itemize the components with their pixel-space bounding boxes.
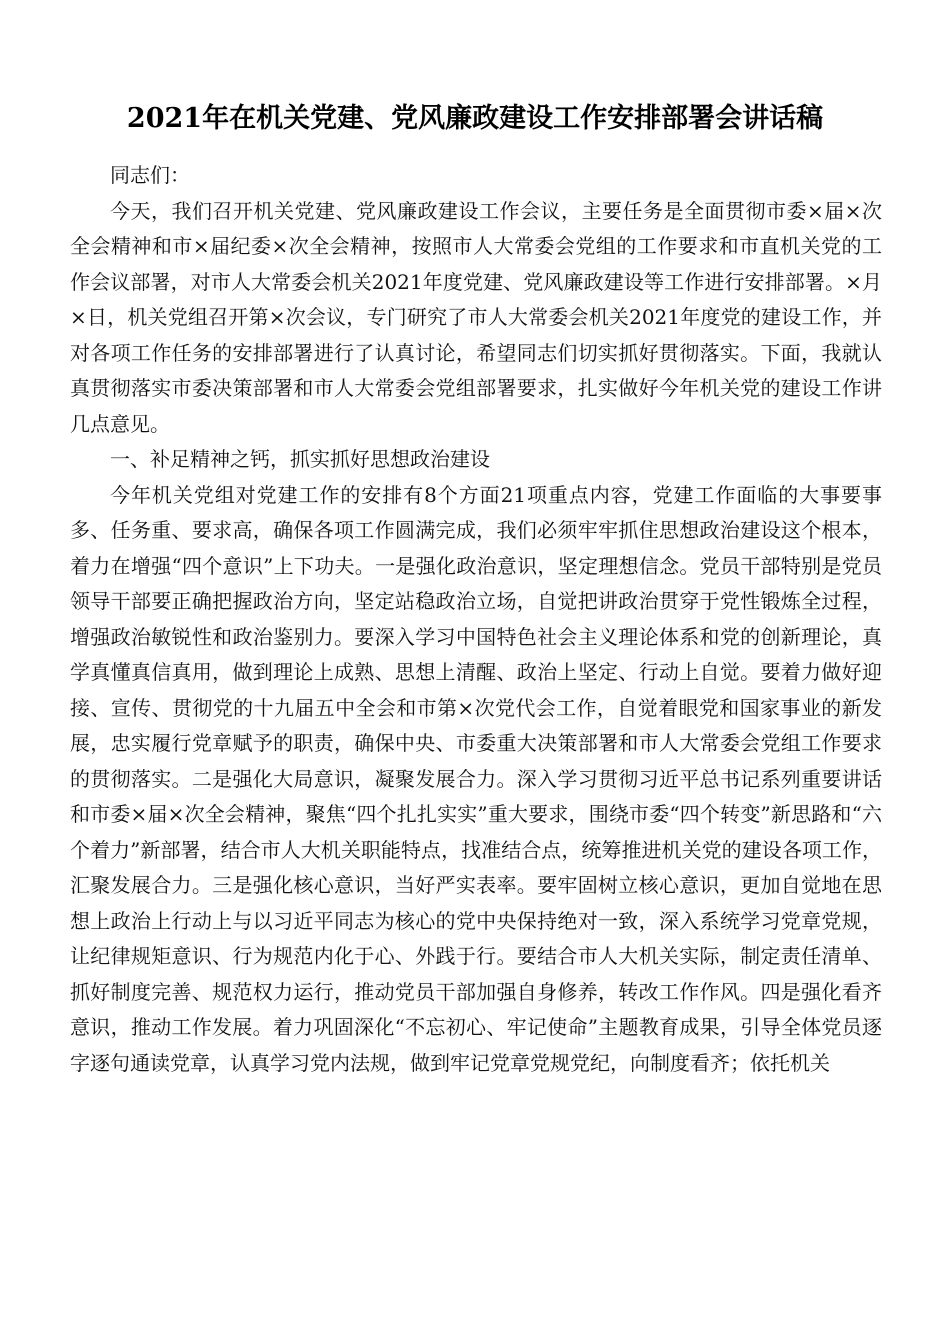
salutation: 同志们： xyxy=(110,163,190,187)
paragraph-intro: 今天，我们召开机关党建、党风廉政建设工作会议，主要任务是全面贯彻市委×届×次全会精神和市×届纪委×次全会精神，按照市人大常委会党组的工作要求和市直机关党的工作会议部署，对市人大常委会机关2021年度党建、党风廉政建设等工作进行安排部署。×月×日，机关党组召开第×次会议，专门研究了市人大常委会机关2021年度党的建设工作，并对各项工作任务的安排部署进行了认真讨论，希望同志们切实抓好贯彻落实。下面，我就认真贯彻落实市委决策部署和市人大常委会党组部署要求，扎实做好今年机关党的建设工作讲几点意见。 xyxy=(70,198,882,436)
paragraph-section-1: 今年机关党组对党建工作的安排有8个方面21项重点内容，党建工作面临的大事要事多、任务重、要求高，确保各项工作圆满完成，我们必须牢牢抓住思想政治建设这个根本，着力在增强“四个意识”上下功夫。一是强化政治意识，坚定理想信念。党员干部特别是党员领导干部要正确把握政治方向，坚定站稳政治立场，自觉把讲政治贯穿于党性锻炼全过程，增强政治敏锐性和政治鉴别力。要深入学习中国特色社会主义理论体系和党的创新理论，真学真懂真信真用，做到理论上成熟、思想上清醒、政治上坚定、行动上自觉。要着力做好迎接、宣传、贯彻党的十九届五中全会和市第×次党代会工作，自觉着眼党和国家事业的新发展，忠实履行党章赋予的职责，确保中央、市委重大决策部署和市人大常委会党组工作要求的贯彻落实。二是强化大局意识，凝聚发展合力。深入学习贯彻习近平总书记系列重要讲话和市委×届×次全会精神，聚焦“四个扎扎实实”重大要求，围绕市委“四个转变”新思路和“六个着力”新部署，结合市人大机关职能特点，找准结合点，统筹推进机关党的建设各项工作，汇聚发展合力。三是强化核心意识，当好严实表率。要牢固树立核心意识，更加自觉地在思想上政治上行动上与以习近平同志为核心的党中央保持绝对一致，深入系统学习党章党规，让纪律规矩意识、行为规范内化于心、外践于行。要结合市人大机关实际，制定责任清单、抓好制度完善、规范权力运行，推动党员干部加强自身修养，转改工作作风。四是强化看齐意识，推动工作发展。着力巩固深化“不忘初心、牢记使命”主题教育成果，引导全体党员逐字逐句通读党章，认真学习党内法规，做到牢记党章党规党纪，向制度看齐；依托机关 xyxy=(70,482,882,1075)
document-body xyxy=(70,158,882,1081)
section-heading-1: 一、补足精神之钙，抓实抓好思想政治建设 xyxy=(110,447,490,471)
document-title: 2021年在机关党建、党风廉政建设工作安排部署会讲话稿 xyxy=(126,103,824,134)
